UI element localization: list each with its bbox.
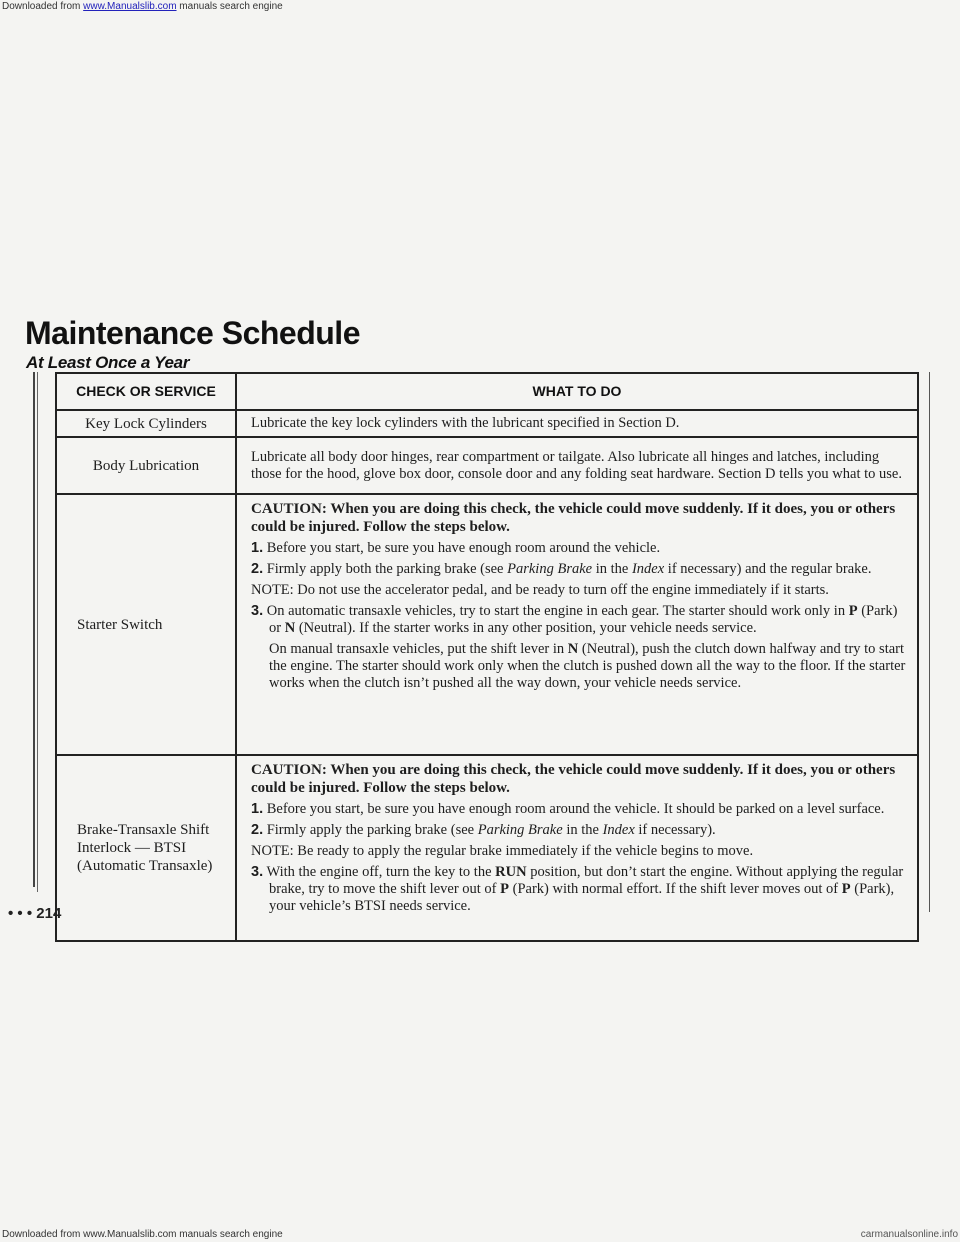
- page-subtitle: At Least Once a Year: [26, 353, 190, 372]
- table-row: [56, 437, 918, 494]
- table-header-row: [56, 373, 918, 410]
- footer-source-text: Downloaded from www.Manualslib.com manuals search engine: [2, 1229, 283, 1240]
- row-text-btsi: [236, 755, 918, 941]
- table-row: [56, 755, 918, 941]
- row-item-starter-switch: Starter Switch: [56, 494, 236, 755]
- row-item-body-lubrication: Body Lubrication: [56, 437, 236, 494]
- page-title: Maintenance Schedule: [25, 315, 360, 351]
- source-bar: [0, 0, 960, 14]
- right-margin-rule: [929, 372, 930, 912]
- page-number: • • • 214: [8, 905, 62, 922]
- column-header-check: CHECK OR SERVICE: [56, 373, 236, 410]
- source-suffix: manuals search engine: [176, 1, 283, 12]
- row-text-starter-switch: [236, 494, 918, 755]
- step-3: 3. With the engine off, turn the key to the RUN position, but don’t start the engine. Without applying the regular brake, try to move the shift lever out of P (Park) with normal effort. If the shift lever moves out of P (Park), your vehicle’s BTSI needs service.: [251, 864, 904, 914]
- note-text: NOTE: Do not use the accelerator pedal, and be ready to turn off the engine immediately if it starts.: [251, 582, 829, 598]
- footer-watermark: carmanualsonline.info: [860, 1229, 958, 1240]
- table-row: [56, 410, 918, 437]
- left-margin-rule-inner: [37, 372, 38, 892]
- source-prefix: Downloaded from: [2, 1, 84, 12]
- row-item-key-lock-cylinders: Key Lock Cylinders: [56, 410, 236, 437]
- step-1: 1. Before you start, be sure you have enough room around the vehicle.: [251, 540, 661, 556]
- caution-text: CAUTION: When you are doing this check, the vehicle could move suddenly. If it does, you or others could be injured. Follow the steps below.: [251, 762, 896, 796]
- row-text-key-lock-cylinders: Lubricate the key lock cylinders with the lubricant specified in Section D.: [236, 410, 918, 437]
- manual-transaxle-text: On manual transaxle vehicles, put the shift lever in N (Neutral), push the clutch down halfway and try to start the engine. The starter should work only when the clutch is pushed down all the way to the floor. If the starter works when the clutch isn’t pushed all the way down, your vehicle needs service.: [269, 641, 906, 691]
- maintenance-table: [55, 372, 919, 942]
- footer-bar: [0, 1228, 960, 1242]
- row-item-btsi: Brake-Transaxle Shift Interlock — BTSI (Automatic Transaxle): [56, 755, 236, 941]
- source-link[interactable]: www.Manualslib.com: [83, 1, 177, 12]
- column-header-what-to-do: WHAT TO DO: [236, 373, 918, 410]
- step-1: 1. Before you start, be sure you have enough room around the vehicle. It should be parked on a level surface.: [251, 801, 885, 817]
- table-row: [56, 494, 918, 755]
- row-text-body-lubrication: Lubricate all body door hinges, rear compartment or tailgate. Also lubricate all hinges and latches, including those for the hood, glove box door, console door and any folding seat hardware. Section D tells you what to use.: [236, 437, 918, 494]
- step-2: 2. Firmly apply both the parking brake (see Parking Brake in the Index if necessary) and the regular brake.: [251, 561, 872, 577]
- left-margin-rule: [33, 372, 35, 887]
- step-3: 3. On automatic transaxle vehicles, try to start the engine in each gear. The starter should work only in P (Park) or N (Neutral). If the starter works in any other position, your vehicle needs service.: [251, 603, 898, 636]
- step-2: 2. Firmly apply the parking brake (see Parking Brake in the Index if necessary).: [251, 822, 716, 838]
- note-text: NOTE: Be ready to apply the regular brake immediately if the vehicle begins to move.: [251, 843, 754, 859]
- caution-text: CAUTION: When you are doing this check, the vehicle could move suddenly. If it does, you or others could be injured. Follow the steps below.: [251, 501, 896, 535]
